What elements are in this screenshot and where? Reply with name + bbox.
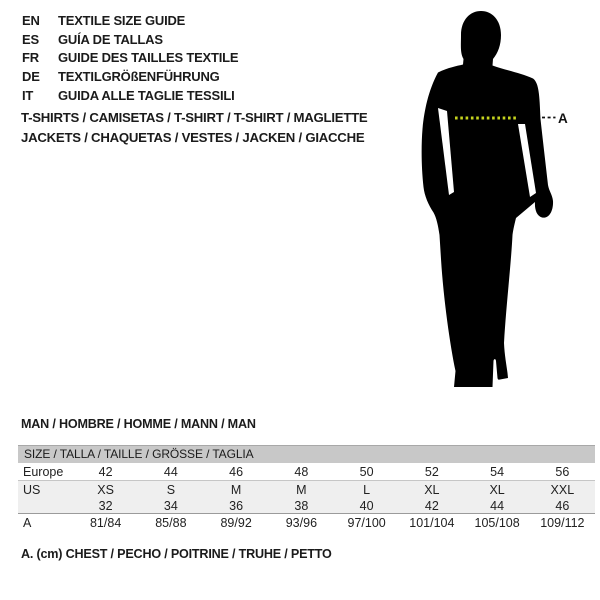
table-cell: 42 — [424, 498, 439, 513]
table-cell: XL — [489, 482, 505, 497]
table-cell: XS — [97, 482, 114, 497]
table-cell: 89/92 — [220, 516, 252, 530]
table-cell: 34 — [163, 498, 178, 513]
table-grey-band — [18, 480, 595, 513]
table-cell: XL — [424, 482, 440, 497]
table-cell: 44 — [163, 464, 178, 479]
garment-categories — [21, 108, 367, 147]
table-cell: 105/108 — [474, 516, 520, 530]
language-list — [22, 11, 238, 105]
language-code: ES — [22, 31, 39, 47]
language-code: IT — [22, 88, 34, 104]
table-row-chest-cm — [18, 513, 595, 532]
table-cell: 101/104 — [409, 516, 455, 530]
size-table — [18, 445, 595, 532]
table-cell: 46 — [229, 464, 244, 479]
language-title: TEXTILE SIZE GUIDE — [58, 12, 186, 28]
table-cell: 97/100 — [347, 516, 386, 530]
language-row-de — [22, 67, 238, 86]
man-figure — [397, 7, 574, 392]
measurement-footnote: A. (cm) CHEST / PECHO / POITRINE / TRUHE / PETTO — [21, 547, 332, 561]
table-cell: S — [166, 482, 176, 497]
table-row-us — [18, 481, 595, 498]
size-table-header: SIZE / TALLA / TAILLE / GRÖSSE / TAGLIA — [18, 446, 595, 463]
language-row-es — [22, 30, 238, 49]
measure-label-a: A — [558, 111, 568, 126]
language-row-fr — [22, 49, 238, 68]
language-row-en — [22, 11, 238, 30]
table-cell: 50 — [359, 464, 374, 479]
table-cell: 38 — [294, 498, 309, 513]
table-cell: XXL — [550, 482, 575, 497]
table-row-us-numeric — [18, 498, 595, 513]
language-title: TEXTILGRÖßENFÜHRUNG — [58, 69, 220, 85]
language-code: FR — [22, 50, 39, 66]
category-tshirts: T-SHIRTS / CAMISETAS / T-SHIRT / T-SHIRT / MAGLIETTE — [21, 110, 368, 125]
language-title: GUIDA ALLE TAGLIE TESSILI — [58, 88, 235, 104]
table-cell: 48 — [294, 464, 309, 479]
table-cell: 52 — [424, 464, 439, 479]
table-cell: 81/84 — [89, 516, 122, 530]
section-heading-man: MAN / HOMBRE / HOMME / MANN / MAN — [21, 417, 256, 431]
language-title: GUIDE DES TAILLES TEXTILE — [58, 50, 239, 66]
row-label: US — [23, 482, 41, 497]
table-cell: 56 — [555, 464, 570, 479]
table-cell: M — [296, 482, 307, 497]
language-code: EN — [22, 12, 40, 28]
language-row-it — [22, 86, 238, 105]
language-code: DE — [22, 69, 40, 85]
man-silhouette — [422, 11, 553, 387]
table-cell: M — [230, 482, 242, 497]
table-cell: 46 — [555, 498, 570, 513]
table-cell: 85/88 — [155, 516, 187, 530]
table-cell: 93/96 — [285, 516, 318, 530]
table-cell: 54 — [490, 464, 505, 479]
table-row-europe — [18, 463, 595, 480]
table-cell: 109/112 — [540, 516, 585, 530]
category-jackets: JACKETS / CHAQUETAS / VESTES / JACKEN / GIACCHE — [21, 129, 365, 145]
row-label: Europe — [23, 464, 64, 479]
table-cell: 42 — [98, 464, 113, 479]
row-label: A — [23, 516, 32, 530]
table-cell: 44 — [490, 498, 505, 513]
language-title: GUÍA DE TALLAS — [58, 31, 163, 47]
table-cell: 36 — [229, 498, 244, 513]
table-cell: L — [363, 482, 371, 497]
table-cell: 40 — [359, 498, 374, 513]
table-cell: 32 — [98, 498, 113, 513]
